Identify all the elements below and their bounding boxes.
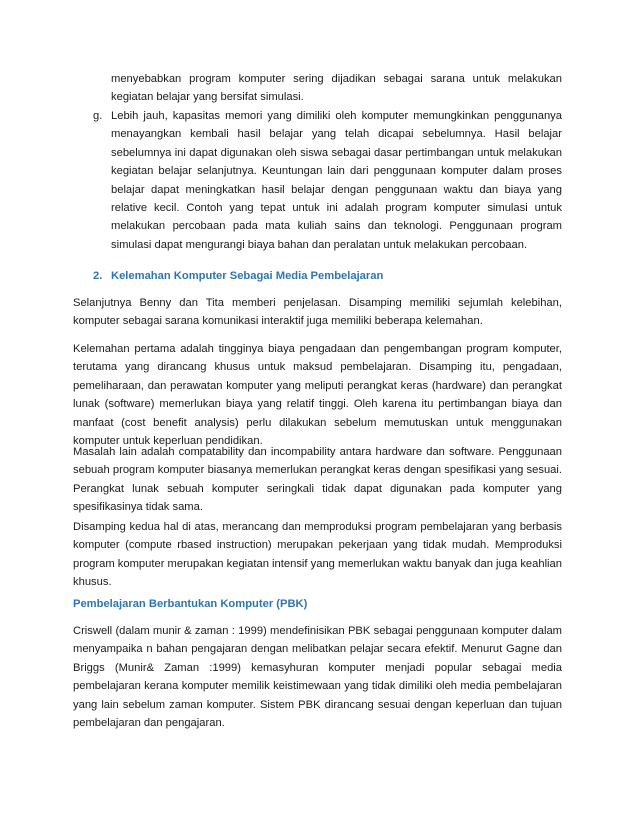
list-continuation-text: menyebabkan program komputer sering dijadikan sebagai sarana untuk melakukan kegiatan belajar yang bersifat simulasi.	[111, 73, 562, 104]
list-item-g	[93, 107, 562, 254]
list-marker: g.	[93, 110, 103, 122]
list-item-text: Lebih jauh, kapasitas memori yang dimiliki oleh komputer memungkinkan penggunanya menayangkan kembali hasil belajar yang telah dicapai sebelumnya. Hasil belajar sebelumnya ini dapat digunakan oleh siswa sebagai dasar pertimbangan untuk melakukan kegiatan belajar selanjutnya. Keuntungan lain dari penggunaan komputer dalam proses belajar dapat meningkatkan hasil belajar dengan penggunaan waktu dan biaya yang relative kecil. Contoh yang tepat untuk ini adalah program komputer simulasi untuk melakukan percobaan pada mata kuliah sains dan teknologi. Penggunaan program simulasi dapat mengurangi biaya bahan dan peralatan untuk melakukan percobaan.	[111, 110, 562, 251]
section-title: Kelemahan Komputer Sebagai Media Pembelajaran	[111, 270, 384, 282]
section-heading-pbk: Pembelajaran Berbantukan Komputer (PBK)	[73, 598, 308, 610]
paragraph-compatibility: Masalah lain adalah compatability dan incompability antara hardware dan software. Penggunaan sebuah program komputer biasanya memerlukan perangkat keras dengan spesifikasi yang sesuai. Perangkat lunak sebuah komputer seringkali tidak dapat digunakan pada komputer yang spesifikasinya tidak sama.	[73, 446, 562, 514]
paragraph-intro: Selanjutnya Benny dan Tita memberi penjelasan. Disamping memiliki sejumlah kelebihan, komputer sebagai sarana komunikasi interaktif juga memiliki beberapa kelemahan.	[73, 297, 562, 328]
paragraph-kelemahan-pertama: Kelemahan pertama adalah tingginya biaya pengadaan dan pengembangan program komputer, terutama yang dirancang khusus untuk maksud pembelajaran. Disamping itu, pengadaan, pemeliharaan, dan perawatan komputer yang meliputi perangkat keras (hardware) dan perangkat lunak (software) memerlukan biaya yang relatif tinggi. Oleh karena itu pertimbangan biaya dan manfaat (cost benefit analysis) perlu dilakukan sebelum memutuskan untuk menggunakan komputer untuk keperluan pendidikan.	[73, 343, 562, 448]
section-number: 2.	[93, 270, 103, 282]
paragraph-pbk: Criswell (dalam munir & zaman : 1999) mendefinisikan PBK sebagai penggunaan komputer dalam menyampaika n bahan pengajaran dengan melibatkan pelajar secara efektif. Menurut Gagne dan Briggs (Munir& Zaman :1999) kemasyhuran komputer menjadi popular sebagai media pembelajaran kerana komputer memilik keistimewaan yang tidak dimiliki oleh media pembelajaran yang lain sebelum zaman komputer. Sistem PBK dirancang sesuai dengan keperluan dan tujuan pembelajaran dan pengajaran.	[73, 625, 562, 730]
section-heading-kelemahan	[93, 267, 383, 285]
paragraph-produksi: Disamping kedua hal di atas, merancang dan memproduksi program pembelajaran yang berbasis komputer (compute rbased instruction) merupakan pekerjaan yang tidak mudah. Memproduksi program komputer merupakan kegiatan intensif yang memerlukan waktu banyak dan juga keahlian khusus.	[73, 521, 562, 589]
